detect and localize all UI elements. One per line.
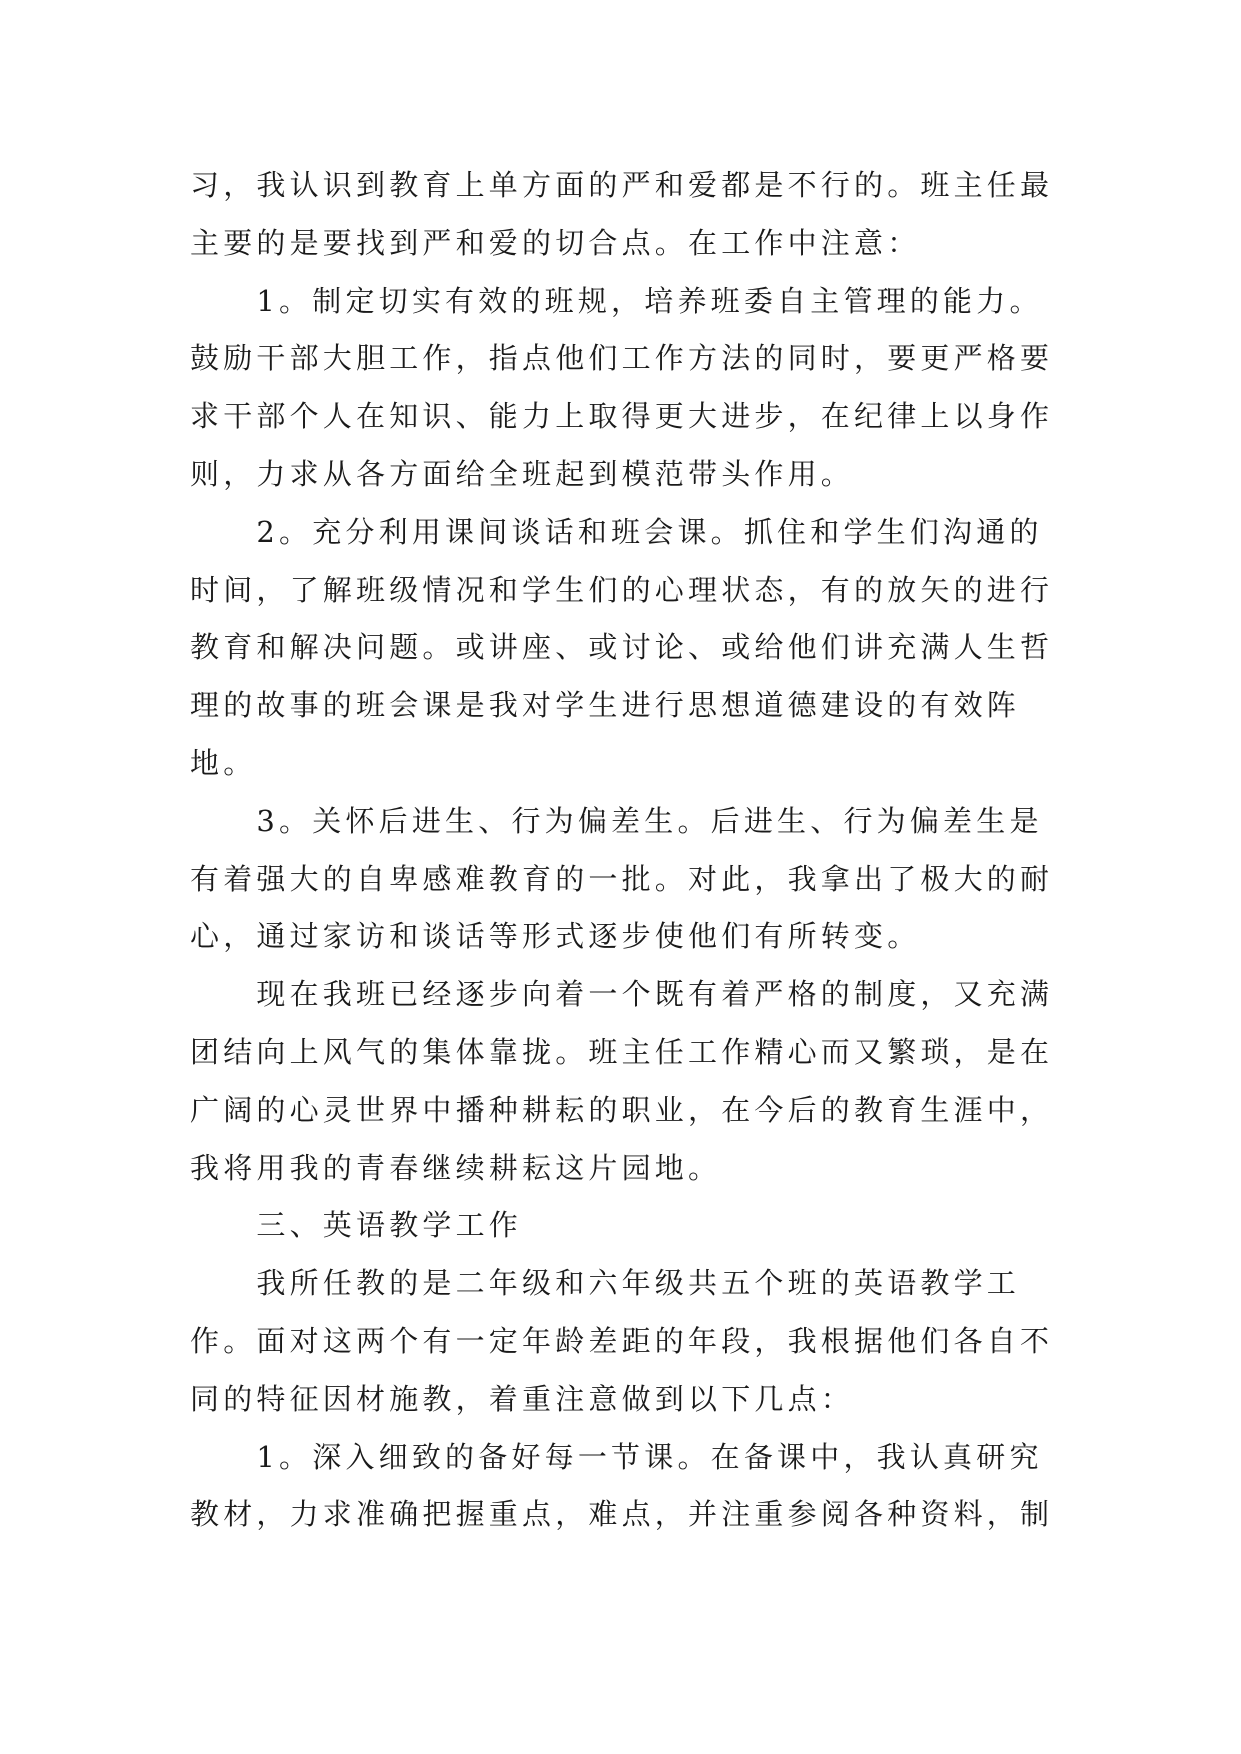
text-line: 则，力求从各方面给全班起到模范带头作用。 bbox=[190, 456, 855, 491]
text-line: 教材，力求准确把握重点，难点，并注重参阅各种资料，制 bbox=[190, 1497, 1054, 1532]
text-line: 习，我认识到教育上单方面的严和爱都是不行的。班主任最 bbox=[190, 168, 1054, 202]
text-line: 同的特征因材施教，着重注意做到以下几点： bbox=[190, 1381, 855, 1416]
text-line: 主要的是要找到严和爱的切合点。在工作中注意： bbox=[190, 225, 921, 260]
text-line: 作。面对这两个有一定年龄差距的年段，我根据他们各自不 bbox=[190, 1323, 1054, 1358]
text-line: 团结向上风气的集体靠拢。班主任工作精心而又繁琐，是在 bbox=[190, 1034, 1054, 1069]
text-line: 2。充分利用课间谈话和班会课。抓住和学生们沟通的 bbox=[190, 514, 1043, 549]
document-page bbox=[190, 157, 1070, 1544]
text-line: 求干部个人在知识、能力上取得更大进步，在纪律上以身作 bbox=[190, 399, 1054, 434]
text-line: 有着强大的自卑感难教育的一批。对此，我拿出了极大的耐 bbox=[190, 861, 1054, 896]
text-line: 我将用我的青春继续耕耘这片园地。 bbox=[190, 1150, 722, 1185]
text-line: 鼓励干部大胆工作，指点他们工作方法的同时，要更严格要 bbox=[190, 341, 1054, 376]
text-line: 广阔的心灵世界中播种耕耘的职业，在今后的教育生涯中， bbox=[190, 1092, 1054, 1127]
text-line: 理的故事的班会课是我对学生进行思想道德建设的有效阵 bbox=[190, 688, 1021, 723]
section-heading: 三、英语教学工作 bbox=[190, 1208, 523, 1243]
text-line: 地。 bbox=[190, 745, 257, 780]
text-line: 1。制定切实有效的班规，培养班委自主管理的能力。 bbox=[190, 283, 1043, 318]
text-line: 时间，了解班级情况和学生们的心理状态，有的放矢的进行 bbox=[190, 572, 1054, 607]
text-line: 教育和解决问题。或讲座、或讨论、或给他们讲充满人生哲 bbox=[190, 630, 1054, 665]
text-line: 我所任教的是二年级和六年级共五个班的英语教学工 bbox=[190, 1266, 1021, 1301]
text-line: 1。深入细致的备好每一节课。在备课中，我认真研究 bbox=[190, 1439, 1043, 1474]
text-line: 现在我班已经逐步向着一个既有着严格的制度，又充满 bbox=[190, 977, 1054, 1012]
text-line: 心，通过家访和谈话等形式逐步使他们有所转变。 bbox=[190, 919, 921, 954]
text-line: 3。关怀后进生、行为偏差生。后进生、行为偏差生是 bbox=[190, 803, 1043, 838]
